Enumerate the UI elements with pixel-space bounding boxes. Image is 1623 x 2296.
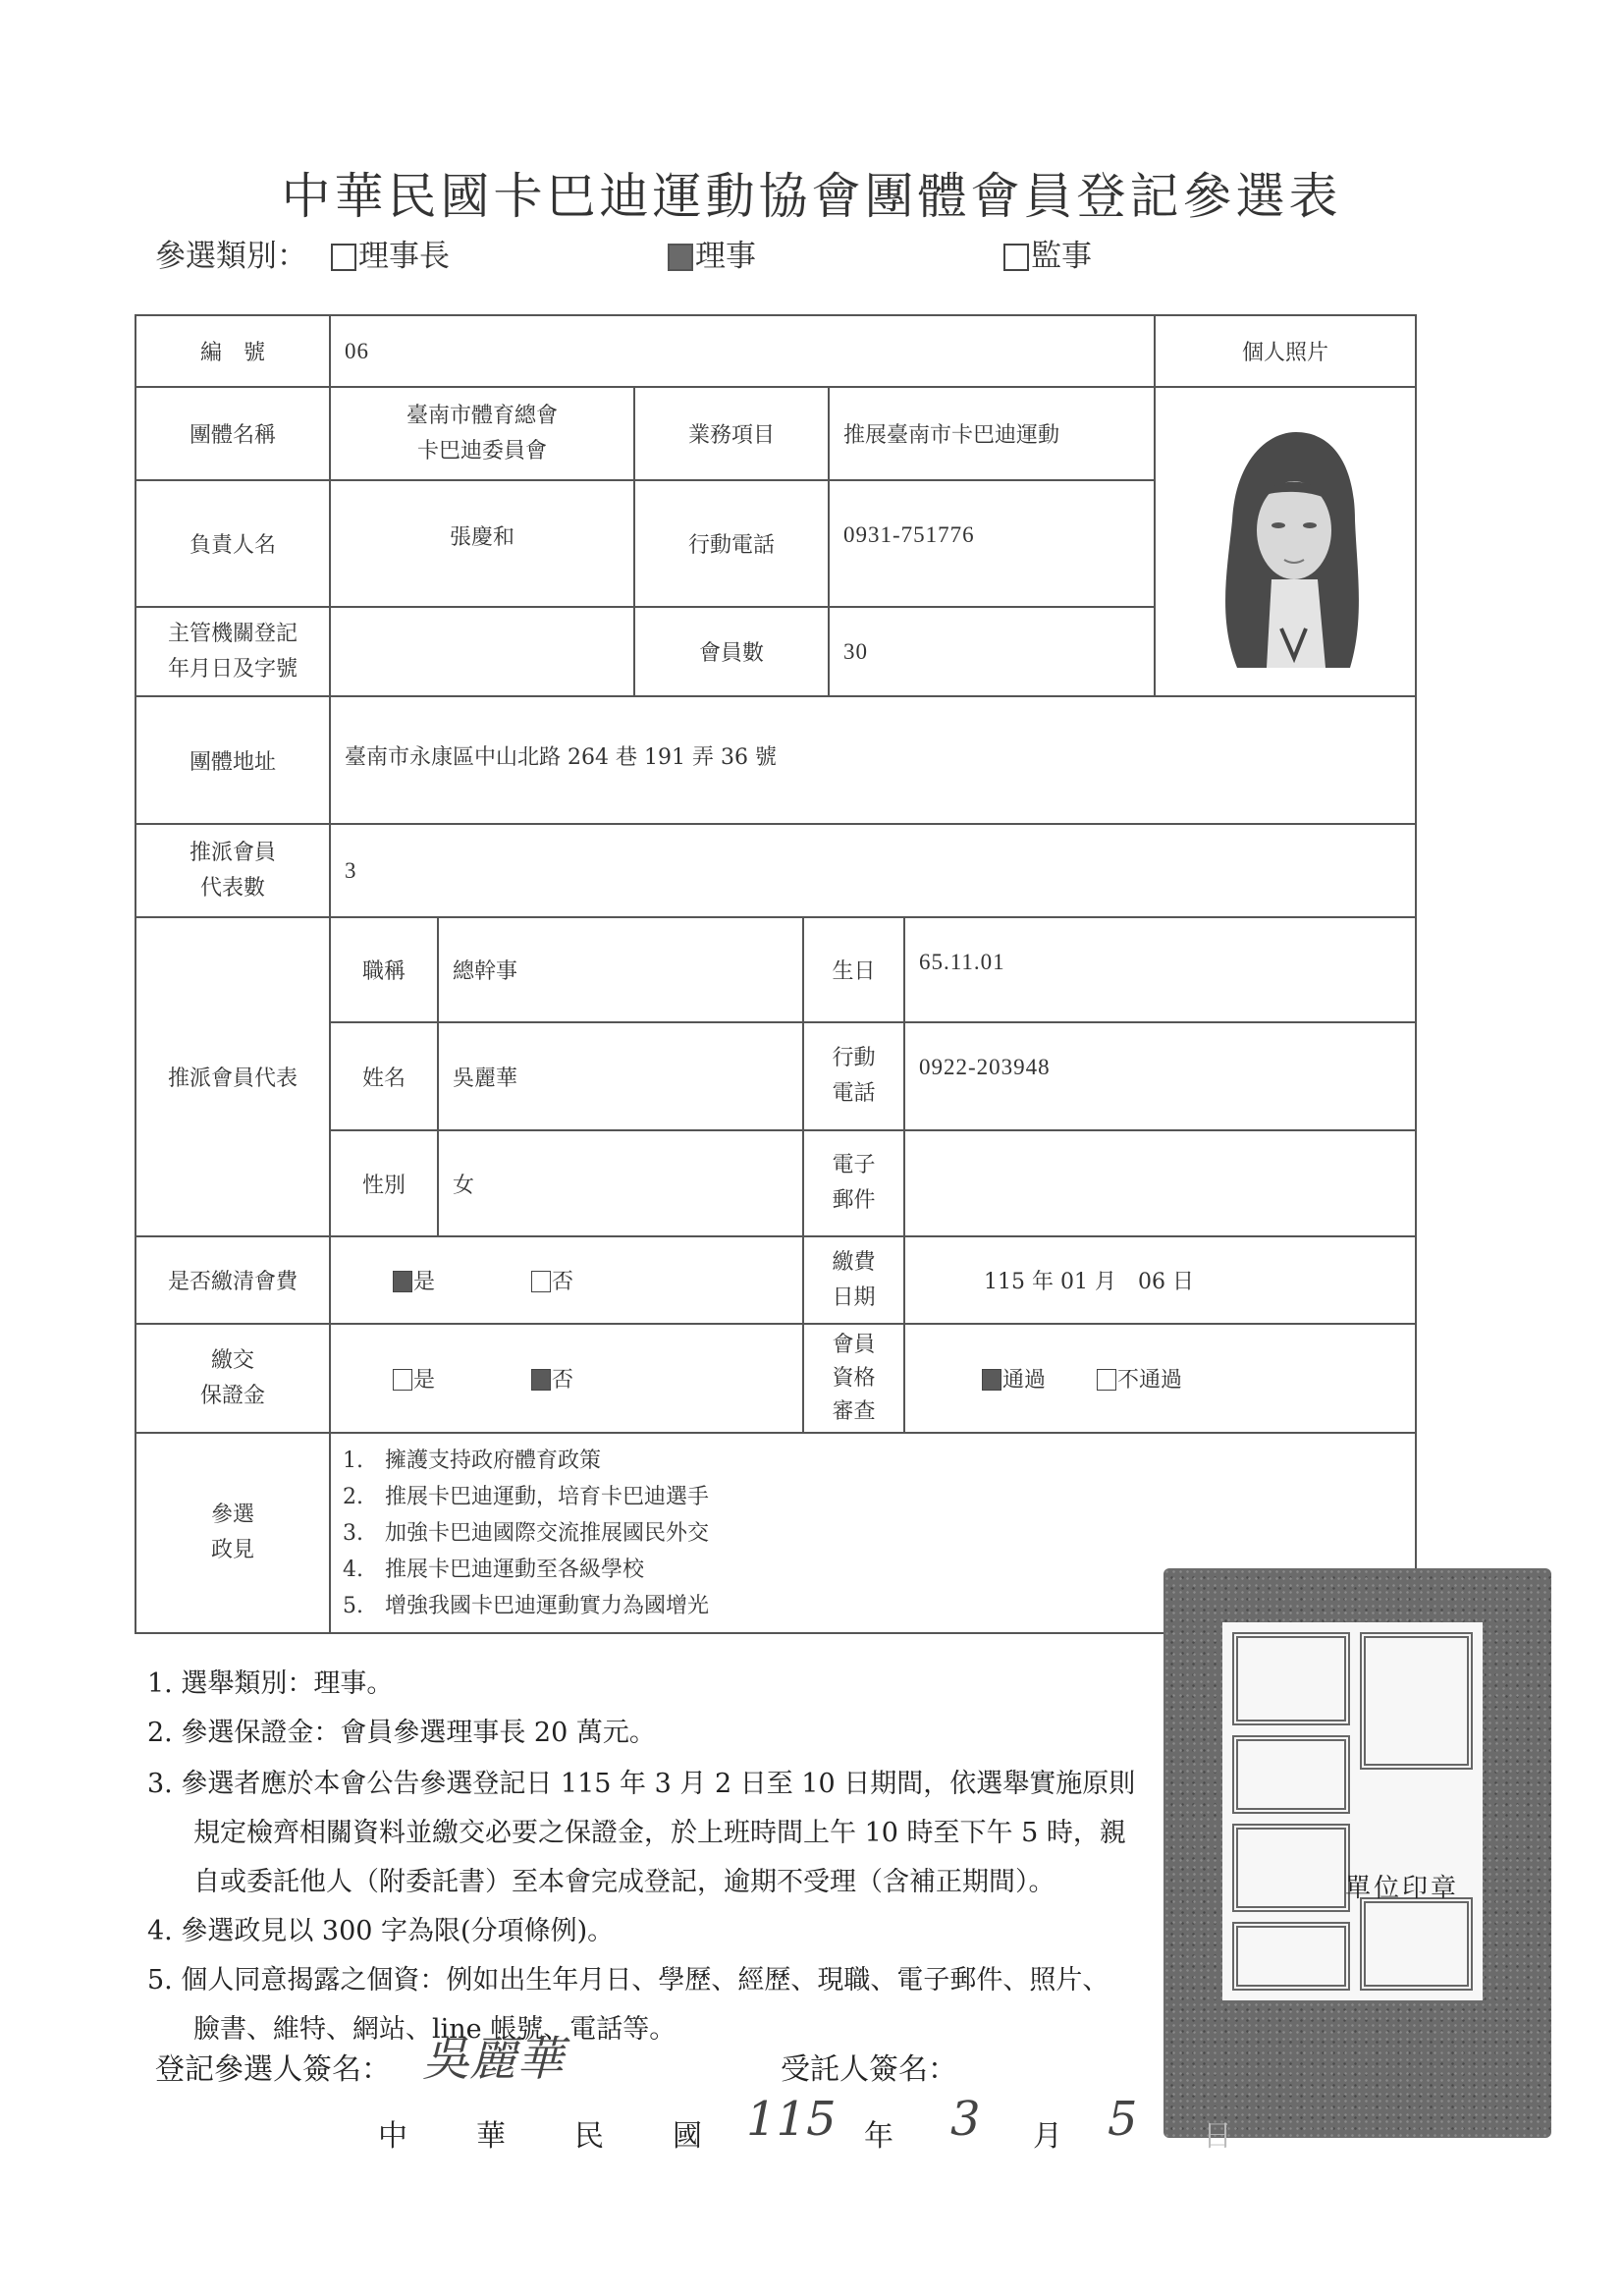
rep-gender-label: 性別 xyxy=(361,1173,406,1198)
note-item: 自或委託他人（附委託書）至本會完成登記，逾期不受理（含補正期間）。 xyxy=(193,1867,1055,1897)
rep-gender-value: 女 xyxy=(453,1173,475,1198)
rep-email-label-line: 郵件 xyxy=(832,1188,876,1213)
members-value: 30 xyxy=(843,638,868,664)
note-item: 2. 參選保證金：會員參選理事長 20 萬元。 xyxy=(147,1718,656,1748)
registration-label-line: 年月日及字號 xyxy=(167,656,298,682)
rep-count-label-line: 代表數 xyxy=(199,875,265,901)
org-name-value xyxy=(331,388,633,479)
photo-label: 個人照片 xyxy=(1241,341,1328,365)
seal-label: 單位印章 xyxy=(1345,1874,1460,1903)
option-label: 是 xyxy=(413,1270,436,1294)
note-item: 臉書、維特、網站、line 帳號、電話等。 xyxy=(193,2014,676,2045)
category-option-director[interactable] xyxy=(668,231,756,275)
candidate-signature: 吳麗華 xyxy=(422,2032,565,2087)
registration-label xyxy=(136,608,329,695)
seal-glyph xyxy=(1232,1824,1350,1912)
review-label-line: 資格 xyxy=(832,1365,876,1391)
registration-label-line: 主管機關登記 xyxy=(167,621,298,646)
category-option-chairman[interactable] xyxy=(331,231,450,275)
rep-count-value: 3 xyxy=(345,857,357,883)
rep-count-label-line: 推派會員 xyxy=(189,840,276,865)
head-mobile-value: 0931-751776 xyxy=(843,522,975,547)
platform-item: 5. 增強我國卡巴迪運動實力為國增光 xyxy=(343,1593,709,1618)
review-options xyxy=(905,1325,1415,1432)
seal-face xyxy=(1222,1622,1483,2000)
rep-mobile-label-line: 電話 xyxy=(832,1081,876,1106)
seal-glyph xyxy=(1232,1922,1350,1991)
dues-options xyxy=(331,1237,802,1323)
date-era-char: 民 xyxy=(574,2119,604,2154)
pay-date-value: 115 年 01 月 06 日 xyxy=(984,1270,1194,1294)
checkbox-deposit-yes[interactable] xyxy=(393,1369,412,1391)
dues-label: 是否繳清會費 xyxy=(167,1270,298,1294)
option-label: 是 xyxy=(413,1368,436,1393)
review-pass-option[interactable] xyxy=(982,1363,1046,1394)
rep-birthday-label: 生日 xyxy=(832,959,876,984)
platform-list xyxy=(331,1434,1136,1632)
date-month-unit: 月 xyxy=(1033,2119,1062,2154)
table-border xyxy=(1415,314,1417,1634)
checkbox-chairman[interactable] xyxy=(331,244,356,271)
date-day-unit: 日 xyxy=(1203,2119,1232,2154)
date-era-char: 華 xyxy=(476,2119,506,2154)
date-era-char: 國 xyxy=(673,2119,702,2154)
address-label: 團體地址 xyxy=(189,749,276,775)
date-month: 3 xyxy=(950,2092,981,2147)
members-label: 會員數 xyxy=(698,641,764,666)
platform-item: 4. 推展卡巴迪運動至各級學校 xyxy=(343,1557,644,1582)
delegate-signature-label: 受託人簽名： xyxy=(781,2052,957,2087)
business-value: 推展臺南市卡巴迪運動 xyxy=(843,423,1060,448)
deposit-no-option[interactable] xyxy=(531,1363,573,1394)
personal-photo xyxy=(1208,422,1375,668)
rep-title-label: 職稱 xyxy=(361,959,406,984)
pay-date-label-line: 繳費 xyxy=(832,1249,876,1275)
note-item: 5. 個人同意揭露之個資：例如出生年月日、學歷、經歷、現職、電子郵件、照片、 xyxy=(147,1965,1109,1995)
seal-glyph xyxy=(1360,1632,1473,1770)
candidate-signature-label: 登記參選人簽名： xyxy=(155,2052,391,2087)
rep-section-label: 推派會員代表 xyxy=(167,1066,298,1091)
deposit-options xyxy=(331,1325,802,1432)
deposit-yes-option[interactable] xyxy=(393,1363,435,1394)
option-label: 否 xyxy=(552,1368,574,1393)
rep-mobile-label-line: 行動 xyxy=(832,1046,876,1070)
seal-glyph xyxy=(1232,1632,1350,1725)
note-item: 1. 選舉類別：理事。 xyxy=(147,1668,394,1699)
deposit-label-line: 保證金 xyxy=(199,1383,265,1408)
seal-glyph xyxy=(1360,1897,1473,1991)
address-value: 臺南市永康區中山北路 264 巷 191 弄 36 號 xyxy=(345,744,777,770)
date-year: 115 xyxy=(746,2092,837,2147)
platform-item: 2. 推展卡巴迪運動，培育卡巴迪選手 xyxy=(343,1484,709,1509)
category-option-supervisor[interactable] xyxy=(1003,231,1092,275)
head-label: 負責人名 xyxy=(189,533,276,558)
platform-item: 3. 加強卡巴迪國際交流推展國民外交 xyxy=(343,1520,709,1546)
seal-glyph xyxy=(1232,1735,1350,1814)
rep-email-label xyxy=(804,1131,903,1235)
registration-value[interactable] xyxy=(331,608,633,695)
checkbox-review-fail[interactable] xyxy=(1097,1369,1116,1391)
head-value: 張慶和 xyxy=(449,524,514,550)
pay-date-label-line: 日期 xyxy=(832,1285,876,1310)
review-label-line: 審查 xyxy=(832,1398,876,1424)
org-name-line: 卡巴迪委員會 xyxy=(416,438,547,464)
dues-no-option[interactable] xyxy=(531,1265,573,1295)
organization-seal xyxy=(1163,1568,1551,2138)
platform-label-line: 政見 xyxy=(210,1538,254,1562)
category-option-label: 理事 xyxy=(695,239,756,274)
rep-email-value[interactable] xyxy=(905,1131,1415,1235)
rep-mobile-label xyxy=(804,1023,903,1129)
deposit-label-line: 繳交 xyxy=(210,1347,254,1373)
rep-mobile-value: 0922-203948 xyxy=(919,1055,1051,1079)
date-era-char: 中 xyxy=(378,2119,407,2154)
date-day: 5 xyxy=(1108,2092,1138,2147)
business-label: 業務項目 xyxy=(687,423,775,448)
note-item: 規定檢齊相關資料並繳交必要之保證金，於上班時間上午 10 時至下午 5 時，親 xyxy=(193,1818,1126,1848)
rep-title-value: 總幹事 xyxy=(453,959,518,984)
note-item: 4. 參選政見以 300 字為限(分項條例)。 xyxy=(147,1916,615,1946)
option-label: 通過 xyxy=(1002,1368,1047,1393)
rep-name-value: 吳麗華 xyxy=(453,1066,518,1091)
checkbox-supervisor[interactable] xyxy=(1003,244,1029,271)
date-year-unit: 年 xyxy=(864,2119,893,2154)
org-name-label: 團體名稱 xyxy=(189,423,276,448)
checkbox-director[interactable] xyxy=(668,244,693,271)
option-label: 不通過 xyxy=(1117,1368,1183,1393)
form-title: 中華民國卡巴迪運動協會團體會員登記參選表 xyxy=(281,168,1342,225)
org-name-line: 臺南市體育總會 xyxy=(406,403,558,428)
rep-email-label-line: 電子 xyxy=(832,1153,876,1177)
dues-yes-option[interactable] xyxy=(393,1265,435,1295)
rep-birthday-value: 65.11.01 xyxy=(919,950,1005,974)
checkbox-review-pass[interactable] xyxy=(982,1369,1001,1391)
serial-value: 06 xyxy=(345,338,369,363)
option-label: 否 xyxy=(552,1270,574,1294)
platform-label xyxy=(136,1434,329,1632)
review-label xyxy=(804,1325,903,1432)
serial-label: 編 號 xyxy=(199,341,265,365)
pay-date-label xyxy=(804,1237,903,1323)
category-label: 參選類別： xyxy=(155,239,307,274)
note-item: 3. 參選者應於本會公告參選登記日 115 年 3 月 2 日至 10 日期間，依選舉實施原則 xyxy=(147,1769,1136,1799)
rep-name-label: 姓名 xyxy=(361,1066,406,1091)
deposit-label xyxy=(136,1325,329,1432)
head-mobile-label: 行動電話 xyxy=(687,533,775,558)
platform-item: 1. 擁護支持政府體育政策 xyxy=(343,1448,601,1473)
checkbox-dues-no[interactable] xyxy=(531,1271,551,1292)
checkbox-dues-yes[interactable] xyxy=(393,1271,412,1292)
review-fail-option[interactable] xyxy=(1097,1363,1182,1394)
checkbox-deposit-no[interactable] xyxy=(531,1369,551,1391)
category-option-label: 理事長 xyxy=(358,239,450,274)
platform-label-line: 參選 xyxy=(210,1503,254,1527)
review-label-line: 會員 xyxy=(832,1332,876,1357)
category-option-label: 監事 xyxy=(1031,239,1092,274)
rep-count-label xyxy=(136,825,329,916)
